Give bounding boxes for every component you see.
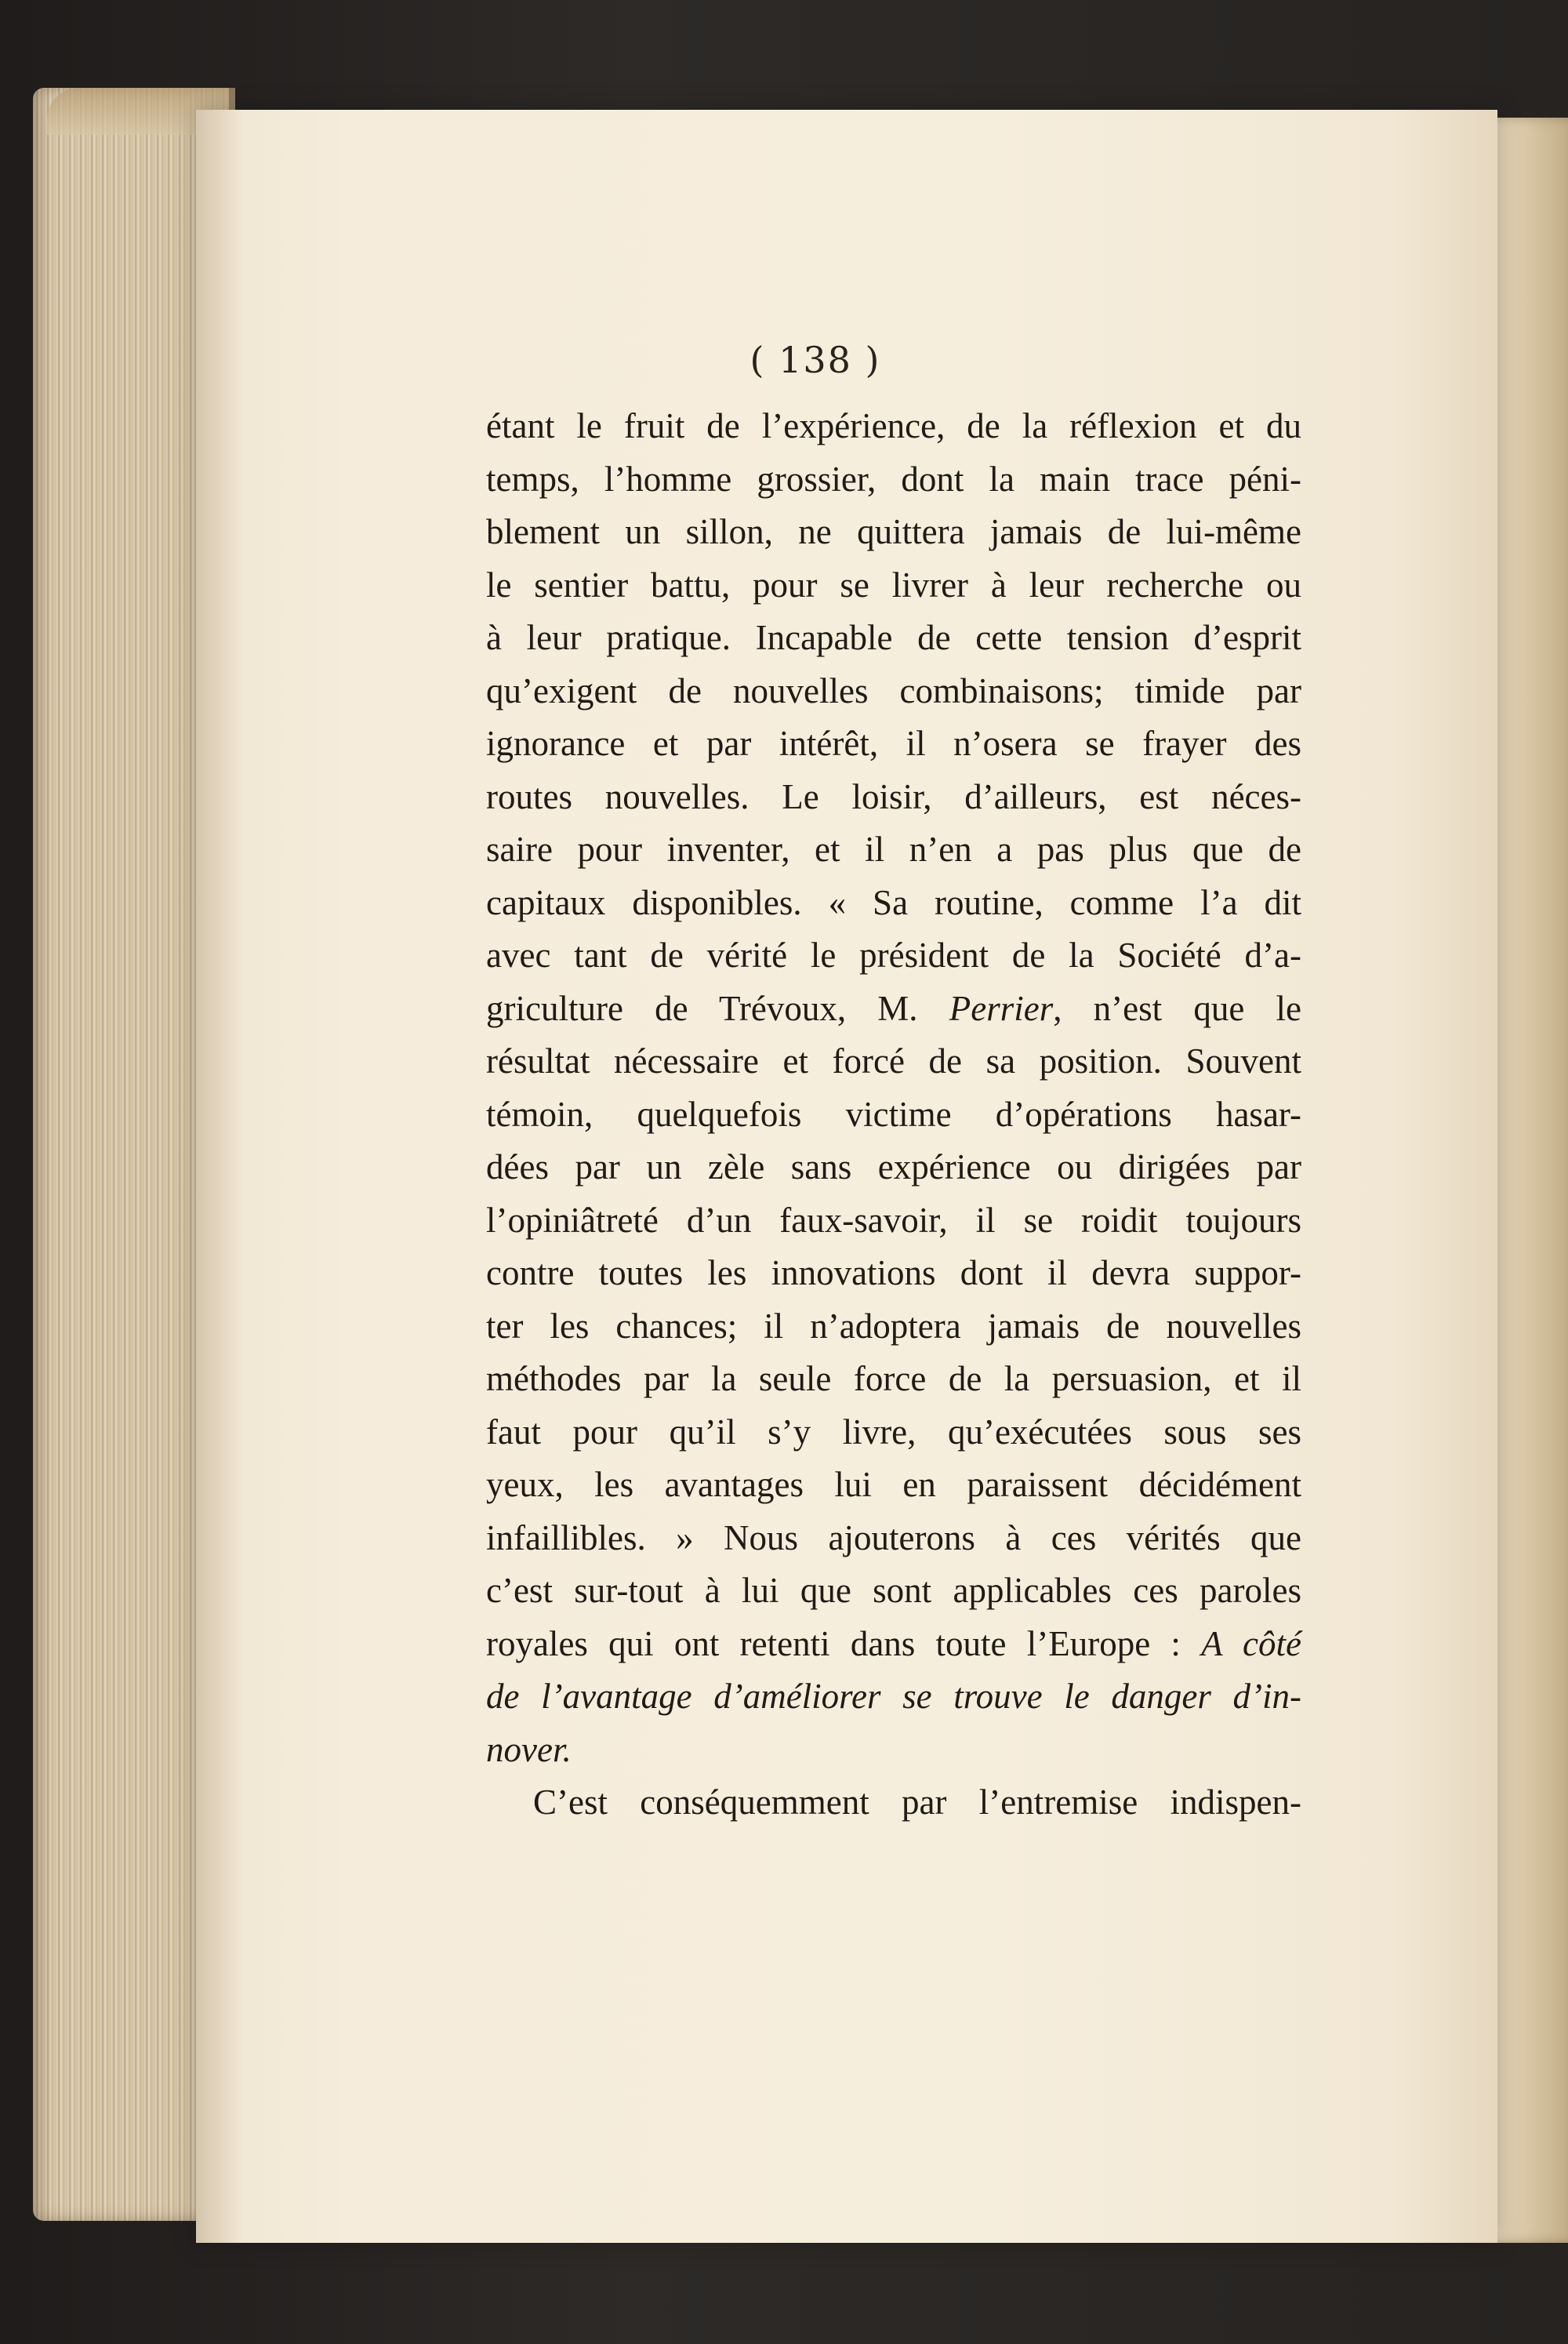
text-line: témoin, quelquefois victime d’opérations hasar- [486, 1094, 1301, 1134]
text-line: qu’exigent de nouvelles combinaisons; timide par [486, 670, 1301, 710]
text-line: saire pour inventer, et il n’en a pas plus que de [486, 830, 1301, 869]
text-span: griculture de Trévoux, M. [486, 988, 949, 1028]
text-line: faut pour qu’il s’y livre, qu’exécutées sous ses [486, 1412, 1301, 1452]
text-line: temps, l’homme grossier, dont la main trace péni- [486, 459, 1301, 499]
text-line: l’opiniâtreté d’un faux-savoir, il se roidit toujours [486, 1200, 1301, 1240]
text-line: blement un sillon, ne quittera jamais de lui-même [486, 512, 1301, 551]
italic-quote: A côté [1201, 1623, 1301, 1663]
text-span: royales qui ont retenti dans toute l’Europe : [486, 1623, 1202, 1663]
text-line: contre toutes les innovations dont il devra suppor- [486, 1253, 1301, 1292]
text-line: ignorance et par intérêt, il n’osera se frayer des [486, 724, 1301, 763]
text-line: c’est sur-tout à lui que sont applicables ces paroles [486, 1571, 1301, 1610]
text-line: avec tant de vérité le président de la Société d’a- [486, 936, 1301, 975]
italic-quote-end: nover. [486, 1729, 572, 1769]
text-span: , n’est que le [1053, 988, 1301, 1028]
paragraph-start-line: C’est conséquemment par l’entremise indispen- [533, 1783, 1301, 1822]
text-line: capitaux disponibles. « Sa routine, comme l’a dit [486, 882, 1301, 922]
text-line [486, 983, 1301, 1036]
text-line: ter les chances; il n’adoptera jamais de nouvelles [486, 1306, 1301, 1346]
body-text [486, 400, 1301, 1830]
text-line: infaillibles. » Nous ajouterons à ces vérités que [486, 1517, 1301, 1557]
page-number: ( 138 ) [750, 339, 881, 381]
text-line: dées par un zèle sans expérience ou dirigées par [486, 1147, 1301, 1187]
text-line: résultat nécessaire et forcé de sa position. Souvent [486, 1041, 1301, 1081]
text-line [486, 1618, 1301, 1671]
text-line: yeux, les avantages lui en paraissent décidément [486, 1465, 1301, 1504]
text-line: étant le fruit de l’expérience, de la réflexion et du [486, 406, 1301, 445]
text-line: méthodes par la seule force de la persuasion, et il [486, 1359, 1301, 1398]
italic-name: Perrier [949, 988, 1054, 1028]
gutter-shadow [196, 110, 243, 2243]
text-line: routes nouvelles. Le loisir, d’ailleurs, est néces- [486, 776, 1301, 816]
italic-quote-line: de l’avantage d’améliorer se trouve le danger d’in- [486, 1677, 1301, 1716]
text-line: le sentier battu, pour se livrer à leur recherche ou [486, 565, 1301, 605]
text-line: à leur pratique. Incapable de cette tension d’esprit [486, 618, 1301, 657]
